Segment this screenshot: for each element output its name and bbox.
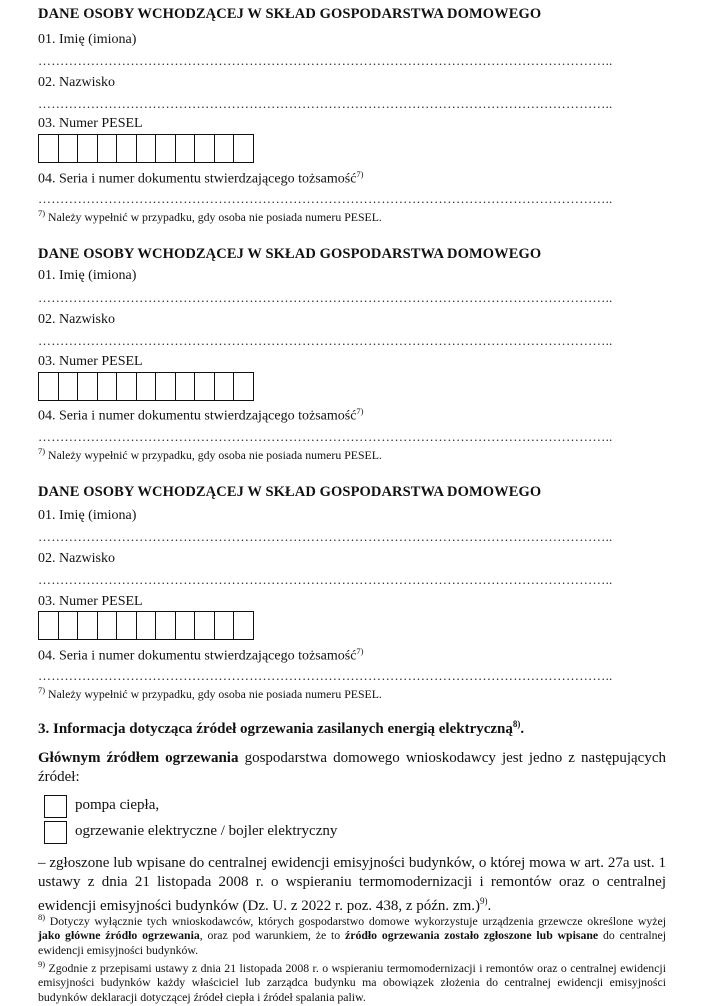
- last-name-label: 02. Nazwisko: [38, 551, 115, 566]
- first-name-field[interactable]: …………………………………………………………………………………………………………………..: [38, 290, 613, 305]
- electric-heating-label: ogrzewanie elektryczne / bojler elektryczny: [75, 823, 338, 839]
- document-field[interactable]: …………………………………………………………………………………………………………………..: [38, 668, 613, 683]
- person-heading: DANE OSOBY WCHODZĄCEJ W SKŁAD GOSPODARSTWA DOMOWEGO: [38, 484, 542, 500]
- footnote-ref: 7): [356, 646, 364, 656]
- first-name-label: 01. Imię (imiona): [38, 32, 137, 47]
- person-footnote: $^{7)}$ Należy wypełnić w przypadku, gdy osoba nie posiada numeru PESEL.: [38, 685, 382, 701]
- pesel-label: 03. Numer PESEL: [38, 594, 143, 609]
- person-heading: DANE OSOBY WCHODZĄCEJ W SKŁAD GOSPODARSTWA DOMOWEGO: [38, 6, 542, 22]
- document-label: 04. Seria i numer dokumentu stwierdzającego tożsamość$^{7)}$: [38, 646, 364, 664]
- section-3-title: 3. Informacja dotycząca źródeł ogrzewania zasilanych energią elektryczną$^{8)}$.: [38, 719, 525, 737]
- last-name-field[interactable]: …………………………………………………………………………………………………………………..: [38, 333, 613, 348]
- section-3-intro: Głównym źródłem ogrzewania gospodarstwa domowego wnioskodawcy jest jedno z następujących źródeł:: [38, 750, 666, 785]
- pesel-input[interactable]: [38, 372, 254, 401]
- footnote-9: $^{9)}$ Zgodnie z przepisami ustawy z dnia 21 listopada 2008 r. o wspieraniu termomodernizacji i remontów oraz o centralnej ewidencji emisyjności budynków każdy właściciel lub zarządca budynku ma obowiązek złożenia do centralnej ewidencji emisyjności budynków deklaracji dotyczącej źródeł ciepła i źródeł spalania paliw.: [38, 959, 666, 1004]
- person-footnote: $^{7)}$ Należy wypełnić w przypadku, gdy osoba nie posiada numeru PESEL.: [38, 208, 382, 224]
- footnote-ref: 7): [356, 169, 364, 179]
- last-name-field[interactable]: …………………………………………………………………………………………………………………..: [38, 572, 613, 587]
- last-name-label: 02. Nazwisko: [38, 75, 115, 90]
- heat-pump-label: pompa ciepła,: [75, 797, 160, 813]
- pesel-input[interactable]: [38, 611, 254, 640]
- person-footnote: $^{7)}$ Należy wypełnić w przypadku, gdy osoba nie posiada numeru PESEL.: [38, 446, 382, 462]
- first-name-field[interactable]: …………………………………………………………………………………………………………………..: [38, 53, 613, 68]
- footnote-ref: 7): [356, 406, 364, 416]
- person-heading: DANE OSOBY WCHODZĄCEJ W SKŁAD GOSPODARSTWA DOMOWEGO: [38, 246, 542, 262]
- last-name-field[interactable]: …………………………………………………………………………………………………………………..: [38, 96, 613, 111]
- last-name-label: 02. Nazwisko: [38, 312, 115, 327]
- pesel-label: 03. Numer PESEL: [38, 354, 143, 369]
- heat-pump-checkbox[interactable]: [44, 795, 67, 818]
- first-name-field[interactable]: …………………………………………………………………………………………………………………..: [38, 529, 613, 544]
- section-3-body: – zgłoszone lub wpisane do centralnej ewidencji emisyjności budynków, o której mowa w art. 27a ust. 1 ustawy z dnia 21 listopada 2008 r. o wspieraniu termomodernizacji i remontów oraz o centralnej ewidencji emisyjności budynków (Dz. U. z 2022 r. poz. 438, z późn. zm.)$^{9)}$.: [38, 855, 666, 914]
- document-field[interactable]: …………………………………………………………………………………………………………………..: [38, 191, 613, 206]
- pesel-label: 03. Numer PESEL: [38, 116, 143, 131]
- electric-heating-checkbox[interactable]: [44, 821, 67, 844]
- document-field[interactable]: …………………………………………………………………………………………………………………..: [38, 429, 613, 444]
- footnote-8: $^{8)}$ Dotyczy wyłącznie tych wnioskodawców, których gospodarstwo domowe wykorzystuje urządzenia grzewcze określone wyżej jako główne źródło ogrzewania, oraz pod warunkiem, że to źródło ogrzewania zostało zgłoszone lub wpisane do centralnej ewidencji emisyjności budynków.: [38, 912, 667, 957]
- first-name-label: 01. Imię (imiona): [38, 268, 137, 283]
- first-name-label: 01. Imię (imiona): [38, 508, 137, 523]
- document-label: 04. Seria i numer dokumentu stwierdzającego tożsamość$^{7)}$: [38, 169, 364, 187]
- document-label: 04. Seria i numer dokumentu stwierdzającego tożsamość$^{7)}$: [38, 406, 364, 424]
- pesel-input[interactable]: [38, 134, 254, 163]
